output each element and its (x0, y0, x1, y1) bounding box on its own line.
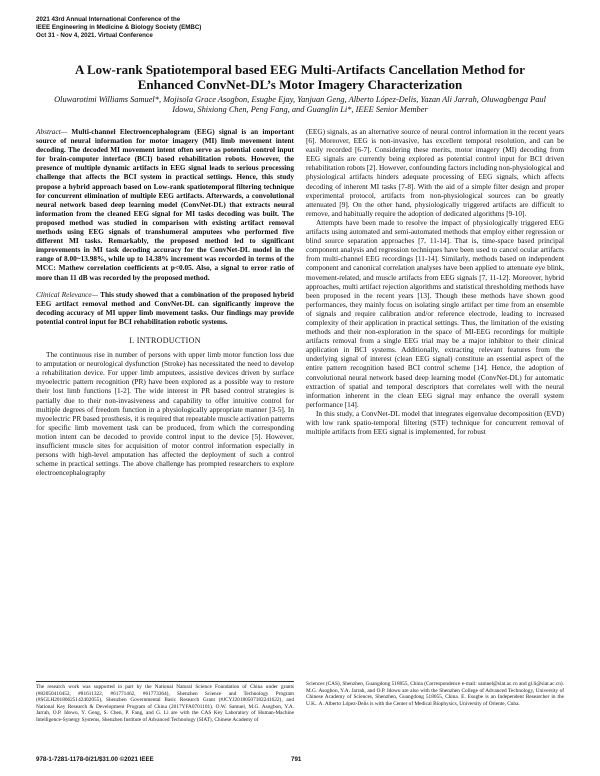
right-column (306, 127, 564, 436)
relevance-label: Clinical Relevance— (36, 289, 99, 299)
intro-paragraph-3: Attempts have been made to resolve the impact of physiologically triggered EEG artifacts using automated and semi-automated methods that employ either regression or blind source separation approaches [7, 11-14]. That is, time-space based principal component analysis and regression techniques have been used to cancel ocular artifacts from multi-channel EEG recordings [11-14]. Similarly, methods based on independent component and canonical correlation analyses have been applied to attenuate eye blink, movement-related, and muscle artifacts from EEG signals [7, 11-12]. Moreover, hybrid approaches, multi artifact rejection algorithms and statistical thresholding methods have been proposed in the recent years [13]. Though these methods have shown good performances, they mainly focus on isolating single artifact per time from an ensemble of signals and require calibration and/or reference electrode, leading to increased complexity of their application in practical settings. Thus, the limitation of the existing methods and their non-exploration in the space of MI-EEG recordings for multiple artifacts removal from a single EEG trial may be a major inhibitor to their clinical application in BCI systems. Additionally, extracting relevant features from the underlying signal of interest (clean EEG signal) constitute an essential aspect of the entire pattern recognition based BCI control scheme [14]. Hence, the adoption of convolutional neural network based deep learning model (ConvNet-DL) for automatic extraction of spatial and temporal descriptors that correlates well with the neural information inherent in the clean EEG signal may enhance the overall system performance [14]. (306, 217, 564, 409)
intro-paragraph-2: (EEG) signals, as an alternative source of neural control information in the recent years [6]. Moreover, EEG is non-invasive, has excellent temporal resolution, and can be easily recorded [6-7]. Considering these merits, motor imagery (MI) decoding from EEG signals are currently being explored as potential control input for BCI driven rehabilitation robots [2]. However, confounding factors including non-physiological and physiological artifacts hinders adequate processing of EEG signals, which affects decoding of inherent MI tasks [7-8]. With the aid of a simple filter design and proper experimental protocol, artifacts from non-physiological sources can be greatly attenuated [9]. On the other hand, physiologically triggered artifacts are difficult to remove, and habitually require the adoption of dedicated algorithms [9-10]. (306, 127, 564, 218)
intro-paragraph-1: The continuous rise in number of persons with upper limb motor function loss due to amputation or neurological dysfunction (Stroke) has necessitated the need to develop a rehabilitation device. For upper limb amputees, assistive devices driven by surface myoelectric pattern recognition (PR) have been explored as a possible way to restore their lost limb functions [1-2]. The wide interest in PR based control strategies is partially due to their non-invasiveness and capability to offer intuitive control for multiple degrees of freedom function in a physiologically appropriate manner [3-5]. In myoelectric PR based prosthesis, it is required that repeatable muscle activation patterns for specific limb movement task can be produced, from which the corresponding motion intent can be decoded to provide control input to the device [5]. However, insufficient muscle sites for acquisition of motor control information especially in persons with high-level amputation has affected the deployment of such a control scheme in practical settings. The above challenge has prompted researchers to explore electroencephalography (36, 350, 294, 478)
title-line-1: A Low-rank Spatiotemporal based EEG Multi-Artifacts Cancellation Method for (75, 62, 525, 77)
isbn-line: 978-1-7281-1178-0/21/$31.00 ©2021 IEEE (36, 756, 154, 763)
footnote-right (306, 681, 564, 707)
footnote-left (36, 681, 294, 724)
intro-paragraph-4: In this study, a ConvNet-DL model that integrates eigenvalue decomposition (EVD) with low rank spatio-temporal filtering (STF) technique for concurrent removal of multiple artifacts from EEG signal is implemented, for robust (306, 408, 564, 437)
title-line-2: Enhanced ConvNet-DL’s Motor Imagery Characterization (137, 77, 463, 92)
author-list: Oluwarotimi Williams Samuel*, Mojisola Grace Asogbon, Esugbe Ejay, Yanjuan Geng, Alberto López-Delis, Yazan Ali Jarrah, Oluwagbenga Paul Idowu, Shixiong Chen, Peng Fang, and Guanglin Li*, IEEE Senior Member (54, 95, 546, 114)
left-column (36, 127, 294, 477)
conference-line-3: Oct 31 - Nov 4, 2021. Virtual Conference (36, 32, 153, 39)
relevance-text: This study showed that a combination of the proposed hybrid EEG artifact removal method and ConvNet-DL can significantly improve the decoding accuracy of MI upper limb movement tasks. Our findings may provide potential control input for BCI rehabilitation robotic systems. (36, 289, 294, 326)
abstract (36, 127, 294, 282)
footnote-right-text: Sciences (CAS), Shenzhen, Guangdong 518055, China (Correspondence e-mail: samuel@siat.ac.cn and gl.li@siat.ac.cn). M.G. Asogbon, Y.A. Jarrah, and O.P. Idowu are also with the Shenzhen College of Advanced Technology, University of Chinese Academy of Sciences, Shenzhen, Guangdong 518055, China. E. Esugbe is an Independent Researcher in the U.K.. A. Alberto López-Delis is with the Center of Medical Biophysics, University of Oriente, Cuba. (306, 681, 564, 707)
footnote-left-text: The research work was supported in part by the National Natural Science Foundation of China under grants (#82050410452, #81611322, #61771462, #61773364), Shenzhen Science and Technology Program (#SGLH20180625142402055), Shenzhen Governmental Basic Research Grant (#JCYJ20180507182241622), and National Key Research & Development Program of China (2017YFA0701101). O.W. Samuel, M.G. Asogbon, Y.A. Jarrah, O.P. Idowu, Y. Geng, S. Chen, P. Fang, and G. Li are with the CAS Key Laboratory of Human-Machine Intelligence-Synergy Systems, Shenzhen Institute of Advanced Technology (SIAT), Chinese Academy of (36, 684, 294, 723)
conference-line-1: 2021 43rd Annual International Conference of the (36, 16, 181, 23)
paper-title (36, 62, 564, 92)
section-heading: I. INTRODUCTION (129, 335, 201, 345)
conference-line-2: IEEE Engineering in Medicine & Biology Society (EMBC) (36, 24, 202, 31)
page-number: 791 (291, 756, 302, 763)
abstract-label: Abstract— (36, 127, 68, 136)
abstract-text: Multi-channel Electroencephalogram (EEG) signal is an important source of neural information for motor imagery (MI) limb movement intent decoding. The decoded MI movement intent often serve as potential control input for brain-computer interface (BCI) based rehabilitation robots. However, the presence of multiple dynamic artifacts in EEG signal leads to serious processing challenge that affects the BCI system in practical settings. Hence, this study propose a hybrid approach based on Low-rank spatiotemporal filtering technique for concurrent elimination of multiple EEG artifacts. Afterwards, a convolutional neural network based deep learning model (ConvNet-DL) that extracts neural information from the cleaned EEG signal for MI tasks decoding was built. The proposed method was studied in comparison with existing artifact removal methods using EEG signals of transhumeral amputees who performed five different MI tasks. Remarkably, the proposed method led to significant improvements in MI task decoding accuracy for the ConvNet-DL model in the range of 8.00~13.98%, while up to 14.38% increment was recorded in terms of the MCC: Mathew correlation coefficients at p<0.05. Also, a signal to error ratio of more than 11 dB was recorded by the proposed method. (36, 127, 294, 282)
conference-header (36, 16, 336, 40)
clinical-relevance (36, 290, 294, 326)
